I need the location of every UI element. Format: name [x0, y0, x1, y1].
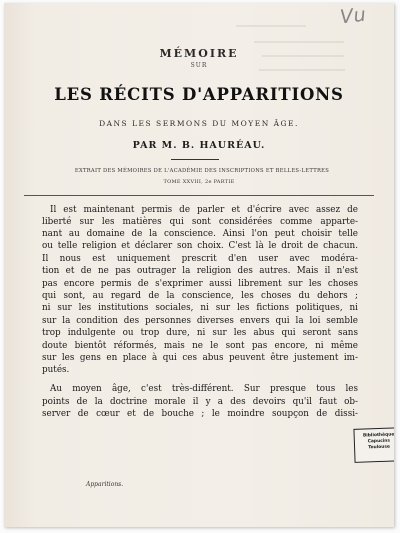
- body-line: Il nous est uniquement prescrit d'en user avec modéra-: [42, 254, 358, 264]
- body-line: nant au domaine de la conscience. Ainsi l'on peut choisir telle: [42, 229, 358, 239]
- stamp-text: Capucins: [367, 438, 391, 445]
- body-line: ou telle religion et déclarer son choix. C'est là le droit de chacun.: [42, 241, 358, 251]
- footer-signature: Apparitions.: [86, 481, 124, 488]
- body-line: Au moyen âge, c'est très-différent. Sur presque tous les: [50, 384, 358, 394]
- library-stamp: [353, 427, 394, 463]
- section-divider: [24, 195, 374, 196]
- show-through-mark: [254, 41, 344, 43]
- body-line: Il est maintenant permis de parler et d'écrire avec assez de: [50, 205, 358, 215]
- body-line: points de la doctrine morale il y a des devoirs qu'il faut ob-: [42, 397, 358, 407]
- volume-note: TOME XXVIII, 2e PARTIE: [163, 179, 235, 185]
- body-line: pas encore permis de s'exprimer aussi librement sur les choses: [42, 279, 358, 289]
- body-line: putés.: [42, 365, 70, 375]
- body-line: sur les gens en place à qui ces abus peuvent être justement im-: [42, 353, 358, 363]
- body-line: ni sur les institutions sociales, ni sur les fictions politiques, ni: [42, 303, 358, 313]
- body-line: trop indulgente ou trop dure, ni sur les abus qui seront sans: [42, 328, 358, 338]
- extract-note: EXTRAIT DES MÉMOIRES DE L'ACADÉMIE DES INSCRIPTIONS ET BELLES-LETTRES: [74, 168, 330, 174]
- body-line: sur la condition des personnes diverses envers qui la loi semble: [42, 316, 358, 326]
- title-divider: [171, 159, 219, 160]
- body-line: liberté sur les matières qui sont considérées comme apparte-: [42, 217, 358, 227]
- stamp-text: Toulouse: [368, 444, 391, 451]
- title-connector: SUR: [190, 62, 208, 69]
- pre-title: MÉMOIRE: [159, 47, 239, 60]
- stamp-text: Bibliothèque: [362, 432, 394, 439]
- document-page: [4, 3, 394, 527]
- body-line: server de cœur et de bouche ; le moindre soupçon de dissi-: [42, 409, 358, 419]
- show-through-mark: [236, 25, 306, 27]
- show-through-mark: [259, 69, 345, 71]
- author-line: PAR M. B. HAURÉAU.: [132, 140, 266, 151]
- page-title: LES RÉCITS D'APPARITIONS: [54, 85, 344, 104]
- subtitle: DANS LES SERMONS DU MOYEN ÂGE.: [99, 119, 299, 128]
- handwritten-margin-note: Vu: [338, 3, 368, 29]
- body-line: qui sont, au regard de la conscience, les choses du dehors ;: [42, 291, 358, 301]
- body-line: tion et de ne pas outrager la religion des autres. Mais il n'est: [42, 266, 358, 276]
- body-line: doute bientôt réformés, mais ne le sont pas encore, ni même: [42, 341, 358, 351]
